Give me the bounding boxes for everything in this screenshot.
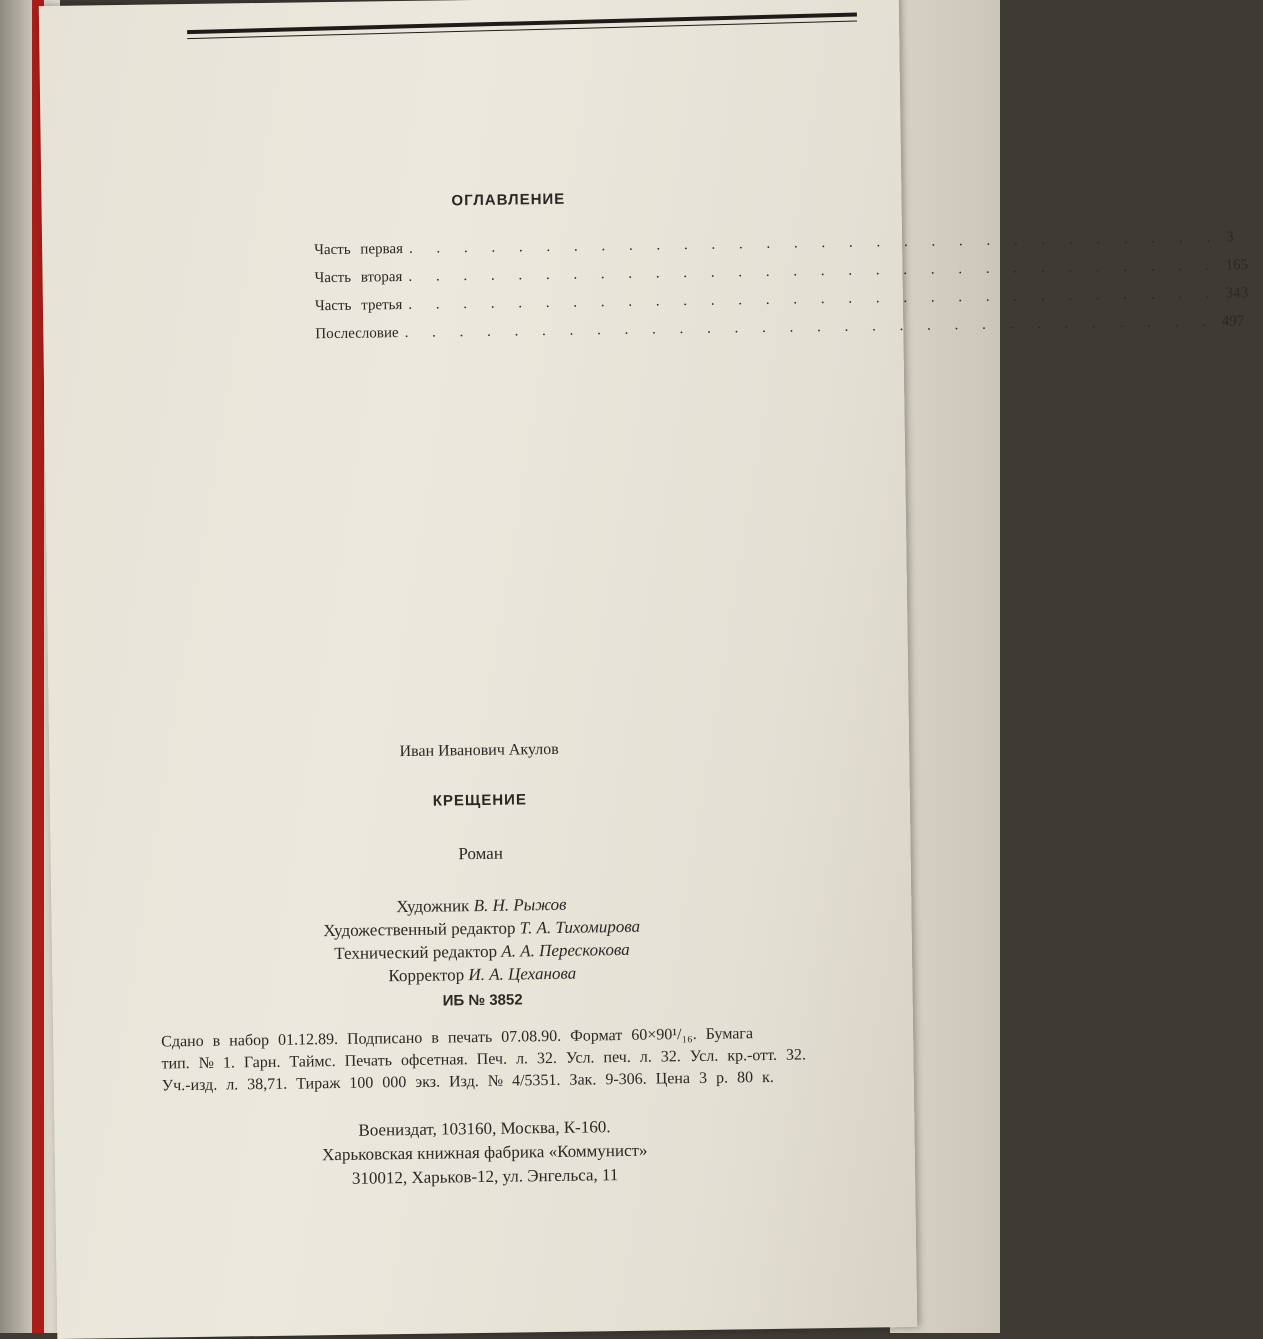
toc-entry-label: Послесловие	[315, 325, 399, 343]
credit-role: Технический редактор	[334, 941, 498, 964]
toc-leader-dots: . . . . . . . . . . . . . . . . . . . . . . . . . . . . . .	[408, 285, 1220, 313]
toc-leader-dots: . . . . . . . . . . . . . . . . . . . . . . . . . . . . . .	[408, 257, 1220, 285]
toc-leader-dots: . . . . . . . . . . . . . . . . . . . . . . . . . . . . . .	[408, 229, 1221, 257]
credit-name: В. Н. Рыжов	[473, 894, 567, 916]
table-of-contents	[314, 229, 1249, 354]
publisher-line: Воениздат, 103160, Москва, К-160.	[358, 1117, 611, 1140]
publisher-line: Харьковская книжная фабрика «Коммунист»	[321, 1140, 648, 1165]
toc-entry-page: 165	[1225, 257, 1249, 274]
toc-title: ОГЛАВЛЕНИЕ	[451, 190, 566, 210]
toc-entry-label: Часть первая	[314, 241, 404, 259]
credit-role: Художественный редактор	[323, 918, 516, 941]
publisher-block	[154, 1112, 815, 1193]
credit-role: Художник	[396, 896, 470, 917]
credit-name: И. А. Цеханова	[468, 963, 577, 985]
toc-entry-page: 343	[1225, 285, 1249, 302]
credits-block	[151, 889, 812, 990]
imprint-line: Сдано в набор 01.12.89. Подписано в печать 07.08.90. Формат 60×90¹/₁₆. Бумага	[161, 1025, 754, 1051]
imprint-block	[161, 1021, 902, 1097]
toc-entry-label: Часть вторая	[314, 269, 403, 287]
author-name: Иван Иванович Акулов	[399, 740, 559, 761]
publisher-line: 310012, Харьков-12, ул. Энгельса, 11	[351, 1165, 619, 1188]
toc-entry-page: 3	[1226, 229, 1234, 246]
book-title: КРЕЩЕНИЕ	[432, 791, 528, 810]
book-page	[39, 0, 1249, 1339]
imprint-line: Уч.-изд. л. 38,71. Тираж 100 000 экз. Изд. № 4/5351. Зак. 9-306. Цена 3 р. 80 к.	[161, 1068, 774, 1095]
toc-entry-page: 497	[1221, 313, 1245, 330]
toc-leader-dots: . . . . . . . . . . . . . . . . . . . . . . . . . . . . . .	[404, 313, 1216, 341]
credit-name: Т. А. Тихомирова	[519, 916, 641, 938]
credit-name: А. А. Перескокова	[501, 939, 630, 961]
book-genre: Роман	[458, 843, 503, 864]
imprint-line: тип. № 1. Гарн. Таймс. Печать офсетная. Печ. л. 32. Усл. печ. л. 32. Усл. кр.-отт. 32.	[161, 1046, 807, 1073]
toc-entry-label: Часть третья	[314, 297, 403, 315]
ib-number: ИБ № 3852	[442, 991, 523, 1010]
toc-entry	[315, 313, 1245, 354]
credit-role: Корректор	[388, 965, 465, 986]
